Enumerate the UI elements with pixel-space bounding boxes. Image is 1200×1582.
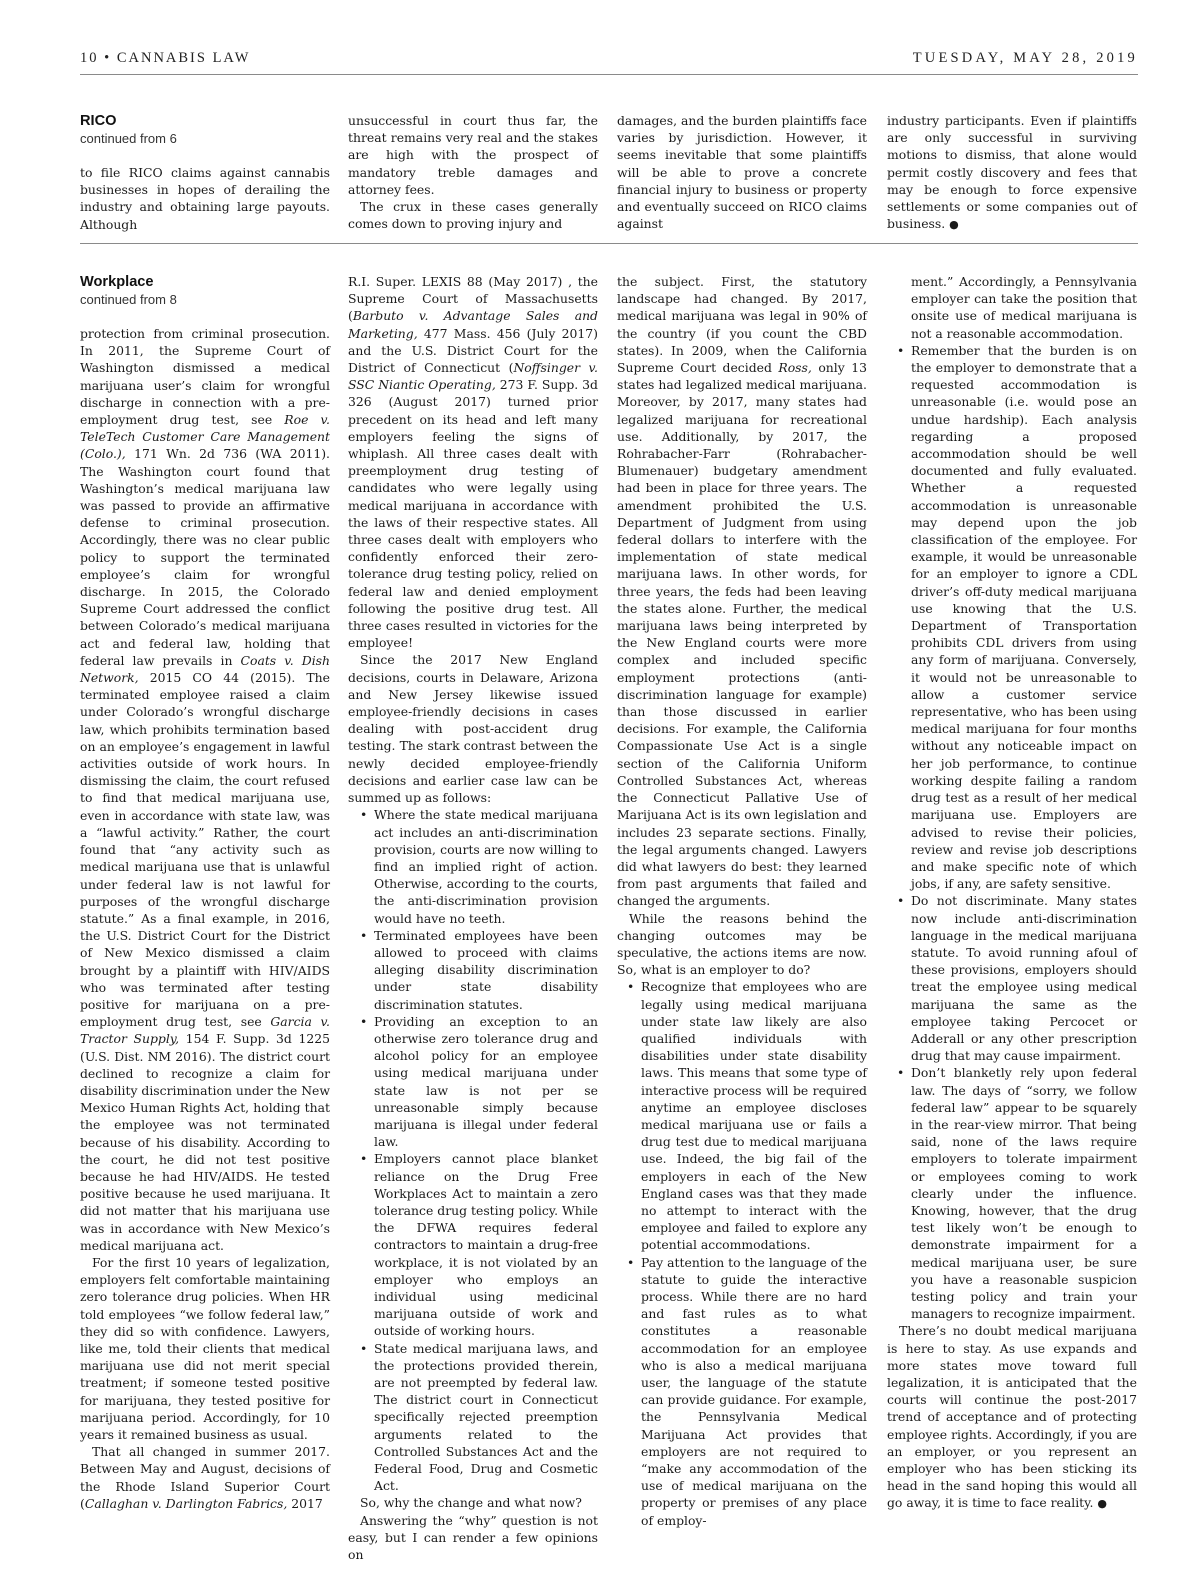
workplace-paragraph-1 [80, 325, 330, 1254]
workplace-paragraph-5: Since the 2017 New England decisions, courts in Delaware, Arizona and New Jersey likewise issued employee-friendly decisions in cases dealing with post-accident drug testing. The stark contrast between the newly decided employee-friendly decisions and earlier case law can be summed up as follows: [348, 652, 598, 806]
list-item: • Do not discriminate. Many states now include anti-discrimination language in the medical marijuana statute. To avoid running afoul of these provisions, employers should treat the employee using medical marijuana the same as the employee taking Percocet or Adderall or any other prescription drug that may cause impairment. [911, 892, 1137, 1064]
workplace-paragraph-9: While the reasons behind the changing outcomes may be speculative, the actions items are now. So, what is an employer to do? [617, 910, 867, 978]
rico-paragraph-5-text: industry participants. Even if plaintiffs are only successful in surviving motions to dismiss, that alone would permit costly discovery and fees that may be enough to force expensive settlements or some companies out of business. [887, 113, 1137, 232]
text-run: 154 F. Supp. 3d 1225 (U.S. Dist. NM 2016). The district court declined to recognize a claim for disability discrimination under the New Mexico Human Rights Act, holding that the employee was not terminated because of his disability. According to the court, he did not test positive because he had HIV/AIDS. He tested positive because he used marijuana. It did not matter that his marijuana use was in accordance with New Mexico’s medical marijuana act. [80, 1031, 330, 1253]
text-run: That all changed in summer 2017. Between May and August, decisions of the Rhode Island Superior Court ( [80, 1444, 330, 1511]
workplace-paragraph-3 [80, 1443, 330, 1512]
workplace-column-2 [348, 273, 598, 1563]
rico-continued-line: continued from 6 [80, 131, 177, 146]
workplace-paragraph-7: Answering the “why” question is not easy, but I can render a few opinions on [348, 1512, 598, 1563]
rico-kicker: RICO [80, 113, 117, 129]
list-item: • Pay attention to the language of the statute to guide the interactive process. While there are no hard and fast rules as to what constitutes a reasonable accommodation for an employee who is also a medical marijuana user, the language of the statute can provide guidance. For example, the Pennsylvania Medical Marijuana Act provides that employers are not required to “make any accommodation of the use of medical marijuana on the property or premises of any place of employ- [641, 1254, 867, 1529]
text-run: 477 Mass. 456 (July 2017) and the U.S. District Court for the District of Connecticut ( [348, 325, 598, 376]
workplace-paragraph-4 [348, 273, 598, 651]
list-item: • Recognize that employees who are legally using medical marijuana under state law likely are also qualified individuals with disabilities under state disability laws. This means that some type of interactive process will be required anytime an employee discloses medical marijuana use or fails a drug test due to medical marijuana use. Indeed, the big fail of the employers in each of the New England cases was that they made no attempt to interact with the employee and failed to explore any potential accommodations. [641, 978, 867, 1253]
rico-column-1 [80, 112, 330, 232]
rico-paragraph-4: damages, and the burden plaintiffs face varies by jurisdiction. However, it seems inevitable that some plaintiffs will be able to prove a concrete financial injury to business or property and eventually succeed on RICO claims against [617, 113, 867, 232]
list-item-continuation: ment.” Accordingly, a Pennsylvania employer can take the position that onsite use of medical marijuana is not a reasonable accommodation. [911, 274, 1137, 341]
text-run: R.I. Super. LEXIS 88 (May 2017) , the Supreme Court of Massachusetts ( [348, 274, 598, 324]
case-citation-barbuto: Barbuto v. Advantage Sales and Marketing, [348, 308, 598, 341]
case-citation-roe: Roe v. TeleTech Customer Care Management (Colo.), [80, 412, 330, 462]
case-citation-callaghan: Callaghan v. Darlington Fabrics, [84, 1495, 288, 1511]
end-of-story-mark: ● [1097, 1497, 1108, 1511]
running-head [80, 50, 1138, 70]
workplace-paragraph-6: So, why the change and what now? [360, 1495, 582, 1511]
end-of-story-mark: ● [949, 218, 959, 232]
section-folio: 10 • CANNABIS LAW [80, 50, 251, 66]
text-run: the subject. First, the statutory landscape had changed. By 2017, medical marijuana was legal in 90% of the country (if you count the CBD states). In 2009, when the California Supreme Court decided [617, 274, 867, 376]
employer-action-list-continued [887, 273, 1137, 1322]
list-item: • Where the state medical marijuana act includes an anti-discrimination provision, courts are now willing to find an implied right of action. Otherwise, according to the courts, the anti-discrimination provision would have no teeth. [374, 806, 598, 926]
list-item: • Remember that the burden is on the employer to demonstrate that a requested accommodation is unreasonable (i.e. would pose an undue hardship). Each analysis regarding a proposed accommodation should be well documented and fully evaluated. Whether a requested accommodation is unreasonable may depend upon the job classification of the employee. For example, it would be unreasonable for an employer to ignore a CDL driver’s off-duty medical marijuana use knowing that the U.S. Department of Transportation prohibits CDL drivers from using any form of marijuana. Conversely, it would not be unreasonable to allow a customer service representative, who has been using medical marijuana for four months without any noticeable impact on her job performance, to continue working despite failing a random drug test as a result of her medical marijuana use. Employers are advised to revise their policies, review and revise job descriptions and make specific note of which jobs, if any, are safety sensitive. [911, 342, 1137, 893]
list-item: • Employers cannot place blanket reliance on the Drug Free Workplaces Act to maintain a zero tolerance drug testing policy. While the DFWA requires federal contractors to maintain a drug-free workplace, it is not violated by an employer who employs an individual using medicinal marijuana outside of work and outside of working hours. [374, 1150, 598, 1339]
workplace-closing-paragraph [887, 1322, 1137, 1512]
rico-paragraph-3: The crux in these cases generally comes down to proving injury and [348, 199, 598, 232]
list-item: • Don’t blanketly rely upon federal law. The days of “sorry, we follow federal law” appear to be squarely in the rear-view mirror. That being said, none of the laws require employers to tolerate impairment or employees coming to work clearly under the influence. Knowing, however, that the drug test likely won’t be enough to demonstrate impairment for a medical marijuana user, be sure you have a reasonable suspicion testing policy and train your managers to recognize impairment. [911, 1064, 1137, 1322]
text-run: 2017 [287, 1495, 323, 1511]
case-law-summary-list [348, 806, 598, 1494]
case-citation-garcia: Garcia v. Tractor Supply, [80, 1014, 330, 1047]
text-run: protection from criminal prosecution. In 2011, the Supreme Court of Washington dismissed a medical marijuana user’s claim for wrongful discharge in connection with a pre-employment drug test, see [80, 326, 330, 428]
rico-column-3 [617, 112, 867, 232]
text-run: There’s no doubt medical marijuana is here to stay. As use expands and more states move toward full legalization, it is anticipated that the courts will continue the post-2017 trend of acceptance and of protecting employee rights. Accordingly, if you are an employer, or you represent an employer who has been sticking its head in the sand hoping this would all go away, it is time to face reality. [887, 1323, 1137, 1511]
text-run: 171 Wn. 2d 736 (WA 2011). The Washington court found that Washington’s medical marijuana law was passed to provide an affirmative defense to criminal prosecution. Accordingly, there was no clear public policy to support the terminated employee’s claim for wrongful discharge. In 2015, the Colorado Supreme Court addressed the conflict between Colorado’s medical marijuana act and federal law, holding that federal law prevails in [80, 446, 330, 668]
list-item: • State medical marijuana laws, and the protections provided therein, are not preempted by federal law. The district court in Connecticut specifically rejected preemption arguments related to the Controlled Substances Act and the Federal Food, Drug and Cosmetic Act. [374, 1340, 598, 1495]
workplace-column-1 [80, 273, 331, 1511]
workplace-continued-line: continued from 8 [80, 292, 177, 307]
rico-paragraph-5 [887, 112, 1137, 233]
text-run: only 13 states had legalized medical marijuana. Moreover, by 2017, many states had legalized marijuana for recreational use. Additionally, by 2017, the Rohrabacher-Farr (Rohrabacher-Blumenauer) budgetary amendment had been in place for three years. The amendment prohibited the U.S. Department of Judgment from using federal dollars to interfere with the implementation of state medical marijuana laws. In other words, for three years, the feds had been leaving the states alone. Further, the medical marijuana laws being interpreted by the New England courts were more complex and included specific employment protections (anti-discrimination language for example) than those discussed in earlier decisions. For example, the California Compassionate Use Act is a single section of the California Uniform Controlled Substances Act, whereas the Connecticut Pallative Use of Marijuana Act is its own legislation and includes 23 separate sections. Finally, the legal arguments changed. Lawyers did what lawyers do best: they learned from past arguments that failed and changed the arguments. [617, 360, 867, 909]
header-rule [80, 74, 1138, 75]
issue-date: TUESDAY, MAY 28, 2019 [912, 50, 1138, 66]
text-run: 273 F. Supp. 3d 326 (August 2017) turned prior precedent on its head and left many employers feeling the signs of whiplash. All three cases dealt with preemployment drug testing of candidates who were legally using medical marijuana in accordance with the laws of their respective states. All three cases dealt with employers who confidently enforced their zero-tolerance drug testing policy, relied on federal law and denied employment following the positive drug test. All three cases resulted in victories for the employee! [348, 377, 598, 651]
workplace-kicker: Workplace [80, 274, 154, 290]
workplace-paragraph-2: For the first 10 years of legalization, employers felt comfortable maintaining zero tolerance drug policies. When HR told employees “we follow federal law,” they did so with confidence. Lawyers, like me, told their clients that medical marijuana use did not merit special treatment; if someone tested positive for marijuana, they tested positive for marijuana period. Accordingly, for 10 years it remained business as usual. [80, 1254, 330, 1442]
rico-paragraph-2: unsuccessful in court thus far, the threat remains very real and the stakes are high with the prospect of mandatory treble damages and attorney fees. [348, 113, 598, 197]
case-citation-coats: Coats v. Dish Network, [80, 652, 331, 686]
list-item: • Providing an exception to an otherwise zero tolerance drug and alcohol policy for an employee using medical marijuana under state law is not per se unreasonable simply because marijuana is illegal under federal law. [374, 1013, 598, 1151]
workplace-column-3 [617, 273, 867, 1528]
rico-paragraph-1: to file RICO claims against cannabis businesses in hopes of derailing the industry and obtaining large payouts. Although [80, 165, 330, 232]
list-item: • Terminated employees have been allowed to proceed with claims alleging disability discrimination under state disability discrimination statutes. [374, 927, 598, 1013]
rico-column-2 [348, 112, 598, 232]
employer-action-list [617, 978, 867, 1529]
workplace-column-4 [887, 273, 1137, 1511]
case-citation-noffsinger: Noffsinger v. SSC Niantic Operating, [348, 360, 598, 393]
workplace-paragraph-8 [617, 273, 867, 910]
text-run: 2015 CO 44 (2015). The terminated employee raised a claim under Colorado’s wrongful discharge law, which prohibits termination based on an employee’s engagement in lawful activities outside of work hours. In dismissing the claim, the court refused to find that medical marijuana use, even in accordance with state law, was a “lawful activity.” Rather, the court found that “any activity such as medical marijuana use that is unlawful under federal law is not lawful for purposes of the wrongful discharge statute.” As a final example, in 2016, the U.S. District Court for the District of New Mexico dismissed a claim brought by a plaintiff with HIV/AIDS who was terminated after testing positive for marijuana on a pre-employment drug test, see [80, 670, 330, 1030]
case-citation-ross: Ross, [778, 360, 812, 376]
rico-column-4 [887, 112, 1137, 232]
story-divider-rule [80, 243, 1138, 244]
